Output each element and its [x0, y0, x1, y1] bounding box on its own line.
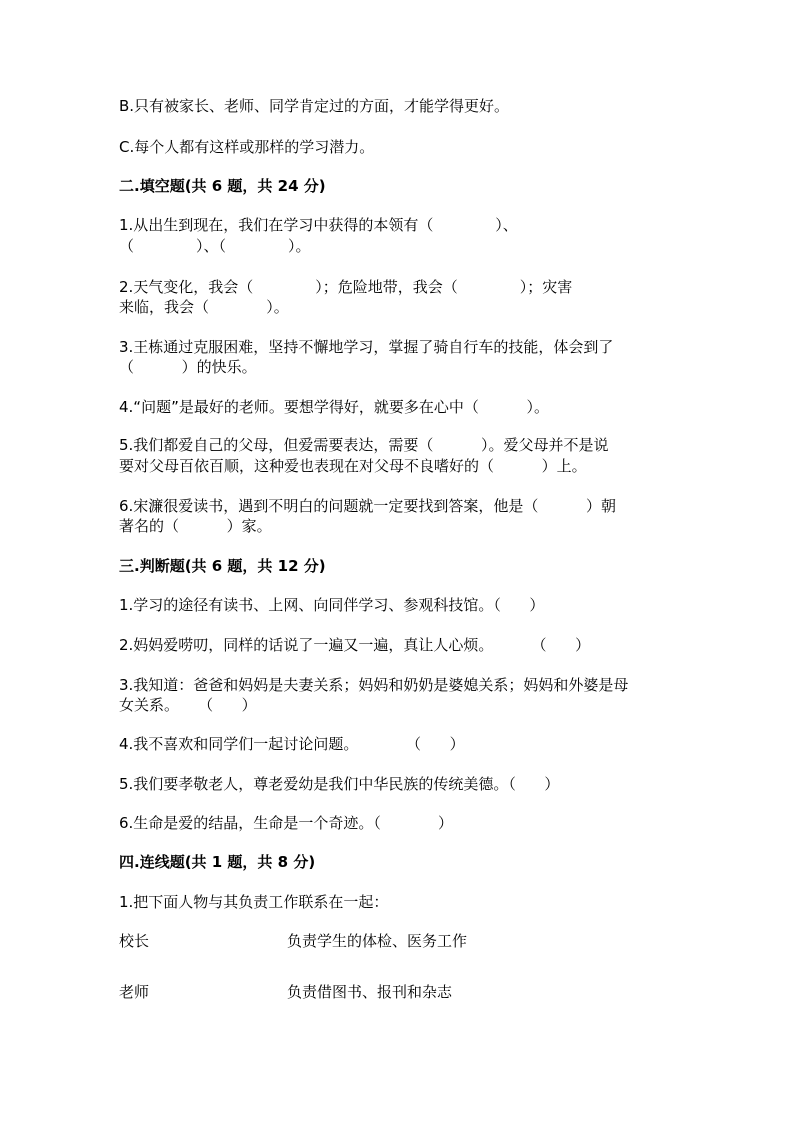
fill-question-3-line2: （ ）的快乐。	[119, 358, 257, 376]
fill-question-1-line1: 1.从出生到现在，我们在学习中获得的本领有（ ）、	[119, 216, 518, 234]
tf-question-5: 5.我们要孝敬老人，尊老爱幼是我们中华民族的传统美德。（ ）	[119, 775, 560, 793]
fill-question-2-line1: 2.天气变化，我会（ ）；危险地带，我会（ ）；灾害	[119, 278, 573, 296]
matching-question-1: 1.把下面人物与其负责工作联系在一起：	[119, 893, 389, 911]
tf-question-3-line1: 3.我知道：爸爸和妈妈是夫妻关系；妈妈和奶奶是婆媳关系；妈妈和外婆是母	[119, 676, 629, 694]
matching-right-item-1: 负责学生的体检、医务工作	[287, 932, 468, 950]
section-title-true-false: 三.判断题(共 6 题，共 12 分)	[119, 557, 326, 575]
tf-question-3-line2: 女关系。 （ ）	[119, 696, 257, 714]
matching-left-item-2: 老师	[119, 983, 150, 1001]
fill-question-5-line1: 5.我们都爱自己的父母，但爱需要表达，需要（ ）。爱父母并不是说	[119, 436, 609, 454]
tf-question-4: 4.我不喜欢和同学们一起讨论问题。 （ ）	[119, 735, 465, 753]
section-title-fill-in: 二.填空题(共 6 题，共 24 分)	[119, 177, 326, 195]
fill-question-6-line1: 6.宋濂很爱读书，遇到不明白的问题就一定要找到答案，他是（ ）朝	[119, 497, 616, 515]
fill-question-5-line2: 要对父母百依百顺，这种爱也表现在对父母不良嗜好的（ ）上。	[119, 457, 587, 475]
option-b: B.只有被家长、老师、同学肯定过的方面，才能学得更好。	[119, 97, 510, 115]
tf-question-6: 6.生命是爱的结晶，生命是一个奇迹。（ ）	[119, 814, 454, 832]
option-c: C.每个人都有这样或那样的学习潜力。	[119, 138, 375, 156]
matching-right-item-2: 负责借图书、报刊和杂志	[287, 983, 453, 1001]
fill-question-6-line2: 著名的（ ）家。	[119, 517, 272, 535]
tf-question-2: 2.妈妈爱唠叨，同样的话说了一遍又一遍，真让人心烦。 （ ）	[119, 636, 591, 654]
fill-question-3-line1: 3.王栋通过克服困难，坚持不懈地学习，掌握了骑自行车的技能，体会到了	[119, 338, 614, 356]
fill-question-1-line2: （ ）、（ ）。	[119, 237, 311, 255]
tf-question-1: 1.学习的途径有读书、上网、向同伴学习、参观科技馆。（ ）	[119, 596, 545, 614]
fill-question-2-line2: 来临，我会（ ）。	[119, 298, 289, 316]
fill-question-4: 4.“问题”是最好的老师。要想学得好，就要多在心中（ ）。	[119, 398, 550, 416]
section-title-matching: 四.连线题(共 1 题，共 8 分)	[119, 853, 316, 871]
matching-left-item-1: 校长	[119, 932, 150, 950]
